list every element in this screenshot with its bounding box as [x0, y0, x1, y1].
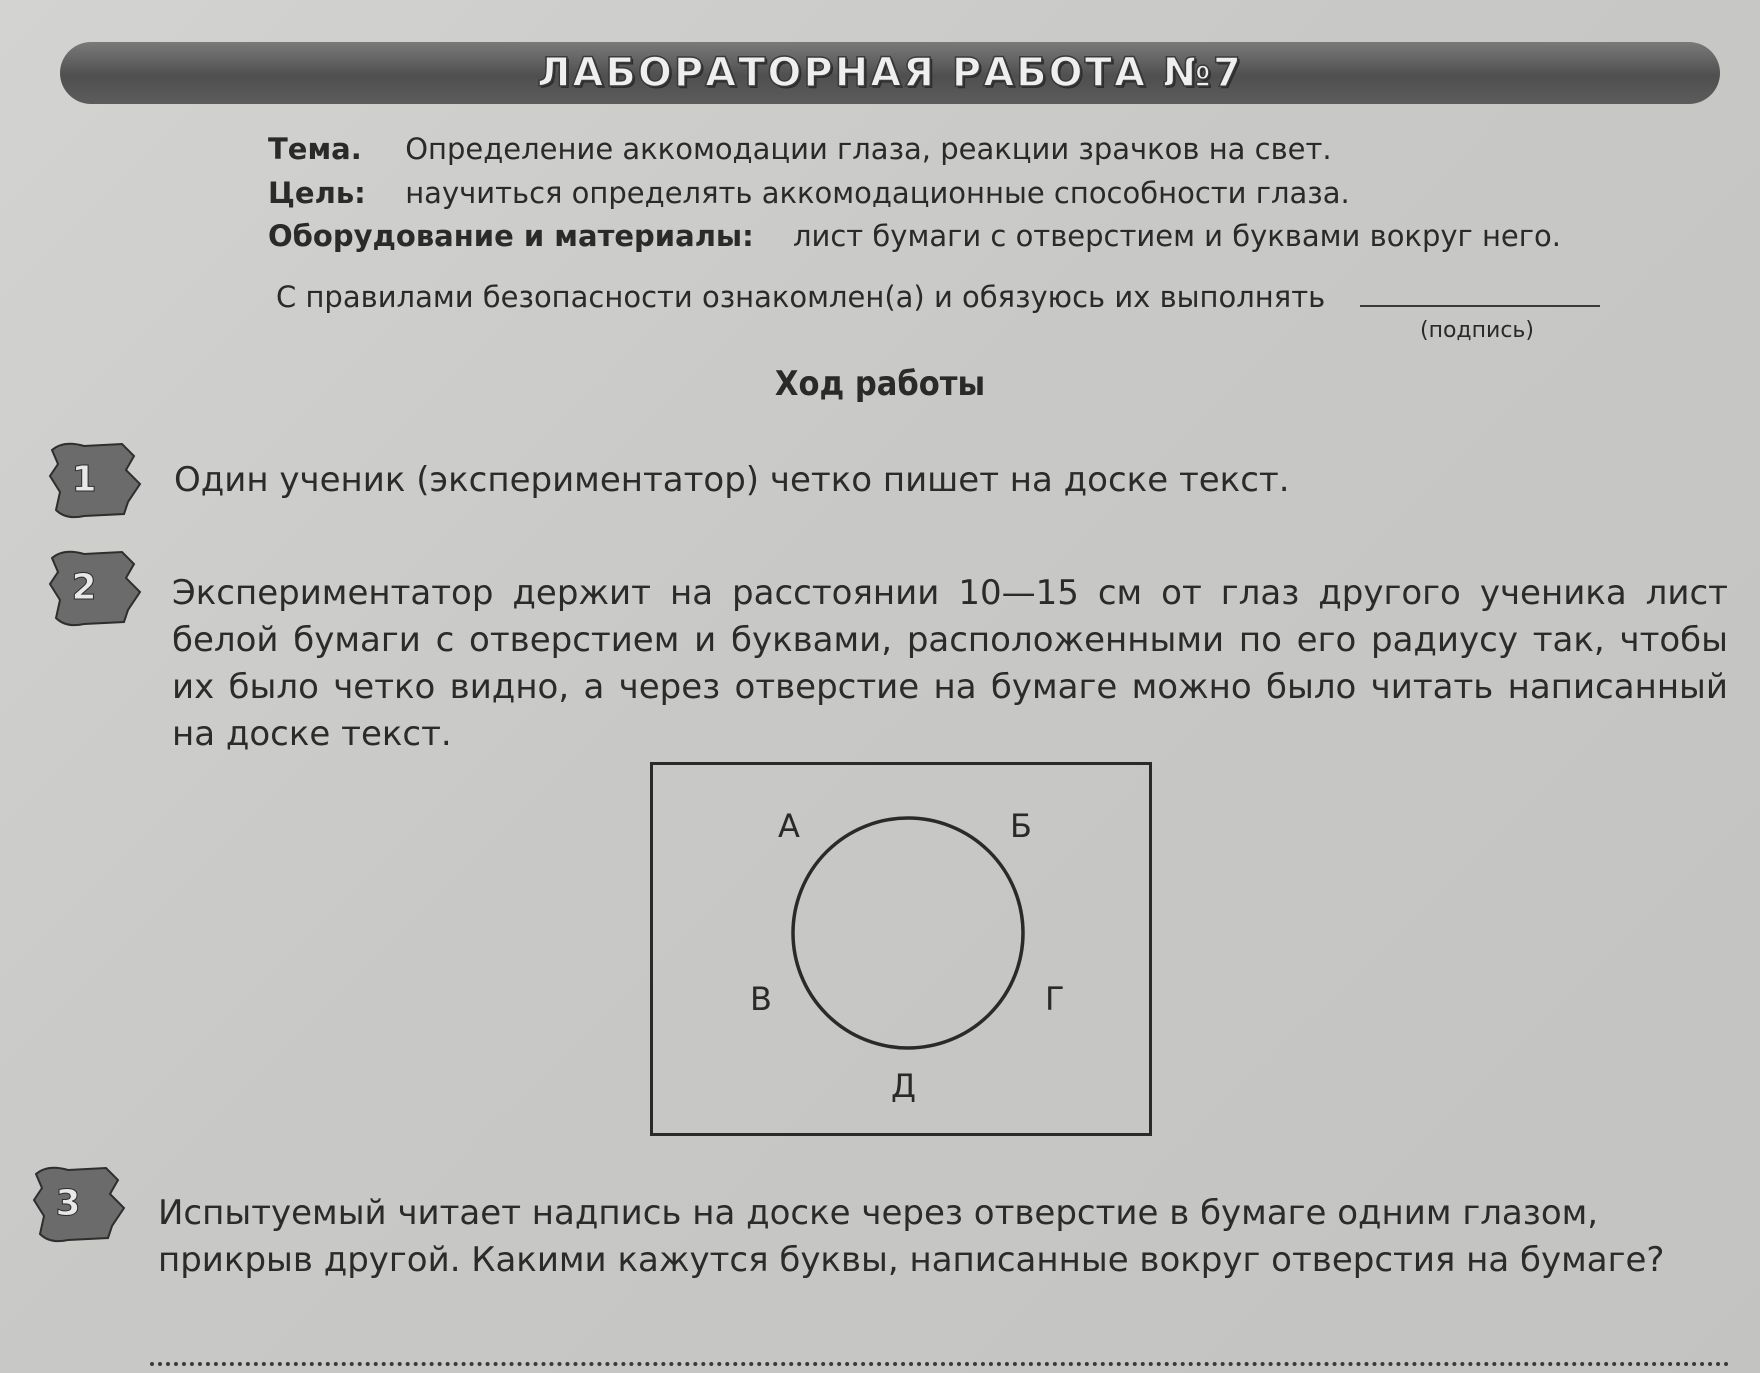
equipment-row [268, 219, 1561, 253]
signature-line [1360, 305, 1600, 307]
page-title: ЛАБОРАТОРНАЯ РАБОТА №7 [537, 50, 1243, 96]
topic-value: Определение аккомодации глаза, реакции зрачков на свет. [405, 132, 1332, 166]
equipment-label: Оборудование и материалы: [268, 219, 754, 253]
figure-hole-circle [793, 818, 1023, 1048]
title-banner [60, 42, 1720, 104]
answer-line [150, 1362, 1730, 1366]
step-2-number: 2 [71, 566, 97, 608]
figure-letter-d: Д [891, 1067, 916, 1105]
step-3-number: 3 [55, 1182, 81, 1224]
signature-caption: (подпись) [1420, 318, 1534, 343]
step-1-badge [44, 436, 134, 522]
figure-letter-v: В [750, 980, 772, 1018]
goal-label: Цель: [268, 176, 366, 210]
figure-letter-a: А [778, 807, 800, 845]
step-1-text: Один ученик (экспериментатор) четко пишет на доске текст. [174, 460, 1290, 500]
figure-letter-b: Б [1010, 807, 1032, 845]
equipment-value: лист бумаги с отверстием и буквами вокруг него. [792, 219, 1561, 253]
step-3-text: Испытуемый читает надпись на доске через отверстие в бумаге одним глазом, прикрыв другой. Какими кажутся буквы, написанные вокруг отверстия на бумаге? [158, 1193, 1665, 1280]
topic-label: Тема. [268, 132, 362, 166]
safety-text: С правилами безопасности ознакомлен(а) и обязуюсь их выполнять [276, 280, 1326, 314]
step-2-text: Экспериментатор держит на расстоянии 10—15 см от глаз другого ученика лист белой бумаги с отверстием и буквами, расположенными по его радиусу так, чтобы их было четко видно, а через отверстие на бумаге можно было читать написанный на доске текст. [172, 573, 1728, 754]
section-title: Ход работы [774, 364, 986, 404]
goal-value: научиться определять аккомодационные способности глаза. [405, 176, 1350, 210]
step-2-badge [44, 544, 134, 630]
figure-paper-with-hole [650, 762, 1152, 1136]
step-3-badge [28, 1160, 118, 1246]
figure-letter-g: Г [1045, 980, 1065, 1018]
goal-row [268, 176, 1350, 210]
topic-row [268, 132, 1332, 166]
step-1-number: 1 [71, 458, 97, 500]
